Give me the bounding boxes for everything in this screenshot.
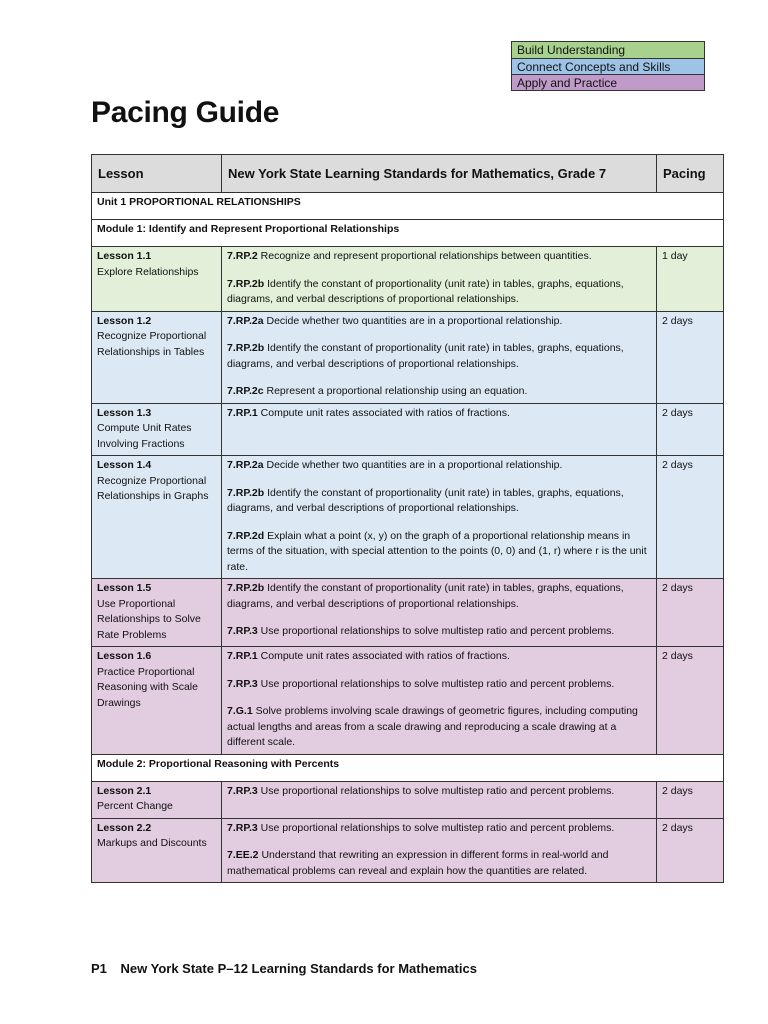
- standard-code: 7.RP.2d: [227, 529, 265, 542]
- standard-text: Use proportional relationships to solve multistep ratio and percent problems.: [257, 784, 615, 797]
- standard-code: 7.G.1: [227, 705, 253, 717]
- standard-code: 7.RP.3: [227, 677, 258, 690]
- page-title: Pacing Guide: [91, 96, 280, 129]
- standard-code: 7.EE.2: [227, 849, 259, 861]
- lesson-number: Lesson 1.2: [97, 314, 152, 327]
- lesson-row: [92, 818, 724, 883]
- header-pacing: Pacing: [657, 155, 724, 193]
- lesson-number: Lesson 1.5: [97, 582, 152, 594]
- header-lesson: Lesson: [92, 155, 222, 193]
- footer-text: New York State P–12 Learning Standards for Mathematics: [120, 961, 477, 976]
- unit-row: [92, 193, 724, 220]
- lesson-cell: [92, 247, 222, 312]
- standards-cell: [222, 311, 657, 403]
- lesson-number: Lesson 1.4: [97, 459, 152, 471]
- lesson-title: Use Proportional Relationships to Solve Rate Problems: [97, 597, 201, 641]
- lesson-title: Percent Change: [97, 800, 173, 812]
- unit-title: Unit 1 PROPORTIONAL RELATIONSHIPS: [92, 193, 724, 220]
- standard-code: 7.RP.2a: [227, 314, 264, 327]
- pacing-cell: 1 day: [657, 247, 724, 312]
- standard-text: Represent a proportional relationship using an equation.: [263, 385, 528, 397]
- standard-item: [227, 677, 651, 693]
- lesson-title: Recognize Proportional Relationships in Tables: [97, 330, 207, 358]
- lesson-title: Compute Unit Rates Involving Fractions: [97, 422, 192, 450]
- standard-item: [227, 314, 651, 330]
- legend-apply-practice: Apply and Practice: [512, 74, 704, 90]
- lesson-number: Lesson 2.2: [97, 821, 152, 834]
- standard-item: [227, 406, 651, 422]
- lesson-row: [92, 579, 724, 647]
- standard-item: [227, 784, 651, 800]
- legend-build-understanding: Build Understanding: [512, 42, 704, 58]
- standard-code: 7.RP.2b: [227, 277, 265, 290]
- module-2-title: Module 2: Proportional Reasoning with Percents: [92, 754, 724, 781]
- standards-cell: [222, 247, 657, 312]
- standard-text: Recognize and represent proportional relationships between quantities.: [257, 250, 592, 262]
- module-1-title: Module 1: Identify and Represent Proportional Relationships: [92, 220, 724, 247]
- module-row: [92, 220, 724, 247]
- standards-cell: [222, 818, 657, 883]
- pacing-cell: 2 days: [657, 647, 724, 755]
- table-header-row: [92, 155, 724, 193]
- standard-item: [227, 848, 651, 879]
- standards-cell: [222, 647, 657, 755]
- standard-code: 7.RP.1: [227, 406, 258, 419]
- standard-code: 7.RP.2a: [227, 459, 264, 471]
- lesson-cell: [92, 781, 222, 818]
- standard-text: Use proportional relationships to solve multistep ratio and percent problems.: [257, 625, 615, 637]
- lesson-row: [92, 311, 724, 403]
- standard-item: [227, 704, 651, 751]
- standard-code: 7.RP.2: [227, 250, 258, 262]
- page-number: P1: [91, 961, 107, 976]
- lesson-row: [92, 247, 724, 312]
- pacing-table: [91, 154, 724, 883]
- standard-code: 7.RP.2b: [227, 582, 265, 594]
- lesson-number: Lesson 1.1: [97, 250, 152, 262]
- lesson-cell: [92, 456, 222, 579]
- standard-item: [227, 649, 651, 665]
- standard-text: Compute unit rates associated with ratios of fractions.: [257, 406, 510, 419]
- standard-item: [227, 249, 651, 265]
- lesson-cell: [92, 311, 222, 403]
- standards-cell: [222, 781, 657, 818]
- lesson-row: [92, 403, 724, 456]
- standard-code: 7.RP.3: [227, 821, 258, 834]
- standards-cell: [222, 579, 657, 647]
- legend-connect-concepts: Connect Concepts and Skills: [512, 58, 704, 74]
- standard-item: [227, 581, 651, 612]
- standard-item: [227, 277, 651, 308]
- standard-text: Compute unit rates associated with ratios of fractions.: [257, 650, 510, 662]
- pacing-cell: 2 days: [657, 403, 724, 456]
- standard-text: Explain what a point (x, y) on the graph of a proportional relationship means in terms of the situation, with special attention to the points (0, 0) and (1, r) where r is the unit rate.: [227, 529, 647, 573]
- standard-code: 7.RP.2b: [227, 342, 265, 354]
- standard-text: Identify the constant of proportionality (unit rate) in tables, graphs, equations, diagrams, and verbal descriptions of proportional relationships.: [227, 486, 624, 514]
- standard-code: 7.RP.3: [227, 784, 258, 797]
- lesson-cell: [92, 579, 222, 647]
- standard-text: Identify the constant of proportionality (unit rate) in tables, graphs, equations, diagrams, and verbal descriptions of proportional relationships.: [227, 342, 624, 370]
- lesson-row: [92, 456, 724, 579]
- module-row: [92, 754, 724, 781]
- lesson-number: Lesson 1.3: [97, 406, 152, 419]
- standards-cell: [222, 456, 657, 579]
- pacing-cell: 2 days: [657, 781, 724, 818]
- lesson-cell: [92, 647, 222, 755]
- lesson-title: Markups and Discounts: [97, 837, 207, 849]
- standard-text: Use proportional relationships to solve multistep ratio and percent problems.: [257, 677, 615, 690]
- standard-text: Identify the constant of proportionality (unit rate) in tables, graphs, equations, diagrams, and verbal descriptions of proportional relationships.: [227, 277, 624, 305]
- lesson-row: [92, 647, 724, 755]
- standard-item: [227, 384, 651, 400]
- standard-text: Use proportional relationships to solve multistep ratio and percent problems.: [257, 821, 615, 834]
- standard-item: [227, 486, 651, 517]
- page-footer: [91, 961, 477, 976]
- pacing-cell: 2 days: [657, 311, 724, 403]
- header-standards: New York State Learning Standards for Mathematics, Grade 7: [222, 155, 657, 193]
- lesson-title: Recognize Proportional Relationships in Graphs: [97, 474, 209, 502]
- lesson-title: Practice Proportional Reasoning with Scale Drawings: [97, 665, 198, 709]
- standard-text: Identify the constant of proportionality (unit rate) in tables, graphs, equations, diagrams, and verbal descriptions of proportional relationships.: [227, 582, 624, 610]
- lesson-number: Lesson 1.6: [97, 650, 152, 662]
- standard-item: [227, 529, 651, 576]
- standard-item: [227, 458, 651, 474]
- standard-item: [227, 341, 651, 372]
- standard-text: Decide whether two quantities are in a proportional relationship.: [263, 459, 563, 471]
- pacing-cell: 2 days: [657, 456, 724, 579]
- standard-code: 7.RP.3: [227, 625, 258, 637]
- standard-code: 7.RP.1: [227, 650, 258, 662]
- lesson-cell: [92, 403, 222, 456]
- pacing-cell: 2 days: [657, 579, 724, 647]
- standard-text: Solve problems involving scale drawings of geometric figures, including computing actual lengths and areas from a scale drawing and reproducing a scale drawing at a different scale.: [227, 705, 638, 748]
- standard-item: [227, 624, 651, 640]
- standard-code: 7.RP.2c: [227, 385, 264, 397]
- lesson-title: Explore Relationships: [97, 265, 199, 278]
- standard-code: 7.RP.2b: [227, 486, 265, 499]
- lesson-number: Lesson 2.1: [97, 784, 152, 797]
- lesson-row: [92, 781, 724, 818]
- pacing-cell: 2 days: [657, 818, 724, 883]
- standard-text: Decide whether two quantities are in a proportional relationship.: [263, 314, 563, 327]
- standard-text: Understand that rewriting an expression in different forms in real-world and mathematical problems can reveal and explain how the quantities are related.: [227, 849, 609, 877]
- lesson-cell: [92, 818, 222, 883]
- standards-cell: [222, 403, 657, 456]
- color-legend: [511, 41, 705, 91]
- standard-item: [227, 821, 651, 837]
